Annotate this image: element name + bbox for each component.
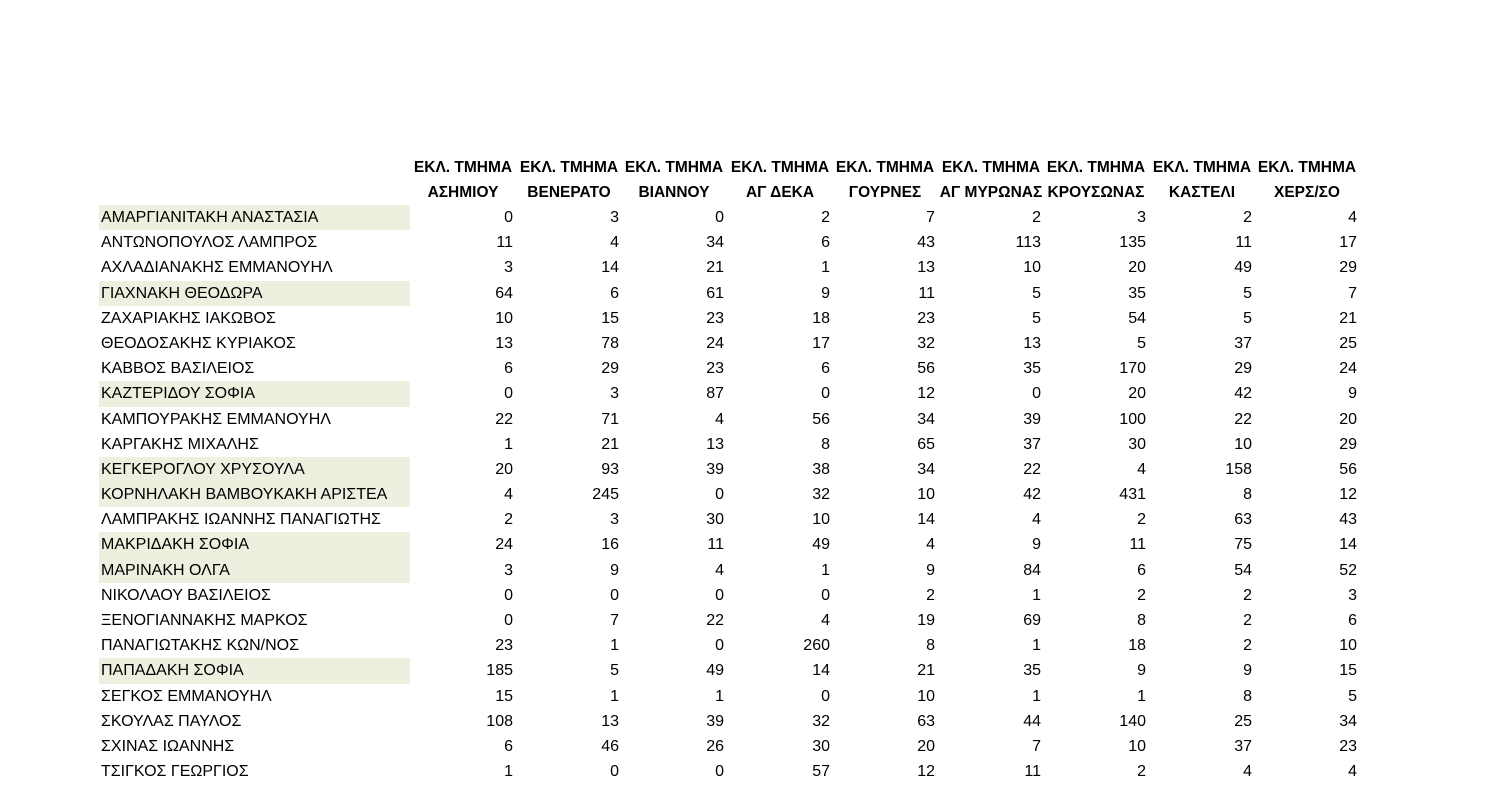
vote-count: 20 bbox=[1128, 385, 1146, 403]
vote-count: 11 bbox=[918, 284, 935, 302]
vote-count: 17 bbox=[1339, 234, 1357, 252]
vote-count: 17 bbox=[812, 334, 830, 352]
vote-count: 6 bbox=[1348, 612, 1357, 629]
candidate-name: ΠΑΝΑΓΙΩΤΑΚΗΣ ΚΩΝ/ΝΟΣ bbox=[101, 637, 300, 655]
vote-count: 22 bbox=[706, 612, 724, 629]
vote-count: 24 bbox=[1339, 360, 1357, 378]
vote-count: 21 bbox=[1339, 309, 1357, 327]
vote-count: 4 bbox=[1137, 460, 1146, 478]
candidate-name: ΛΑΜΠΡΑΚΗΣ ΙΩΑΝΝΗΣ ΠΑΝΑΓΙΩΤΗΣ bbox=[101, 511, 381, 529]
vote-count: 9 bbox=[1032, 536, 1041, 554]
vote-count: 64 bbox=[495, 284, 513, 302]
vote-count: 1 bbox=[821, 259, 830, 277]
vote-count: 37 bbox=[1234, 334, 1252, 352]
vote-count: 100 bbox=[1119, 410, 1146, 428]
vote-count: 9 bbox=[1243, 662, 1252, 680]
vote-count: 1 bbox=[1032, 637, 1041, 655]
vote-count: 4 bbox=[610, 234, 619, 252]
candidate-name: ΣΧΙΝΑΣ ΙΩΑΝΝΗΣ bbox=[101, 737, 235, 755]
vote-count: 10 bbox=[1128, 737, 1146, 755]
vote-count: 49 bbox=[706, 662, 724, 680]
candidate-name: ΠΑΠΑΔΑΚΗ ΣΟΦΙΑ bbox=[99, 658, 410, 683]
column-header-prefix: ΕΚΛ. ΤΜΗΜΑ bbox=[835, 159, 935, 176]
vote-count: 15 bbox=[495, 687, 513, 705]
vote-count: 2 bbox=[926, 586, 935, 604]
vote-count: 2 bbox=[1137, 763, 1146, 781]
vote-count: 6 bbox=[504, 360, 513, 378]
column-header: ΓΟΥΡΝΕΣ bbox=[848, 184, 922, 201]
vote-count: 1 bbox=[504, 435, 513, 453]
vote-count: 6 bbox=[821, 234, 830, 252]
vote-count: 11 bbox=[1129, 536, 1146, 554]
vote-count: 13 bbox=[917, 259, 935, 277]
vote-count: 7 bbox=[926, 209, 935, 226]
vote-count: 0 bbox=[610, 763, 619, 781]
vote-count: 2 bbox=[1243, 586, 1252, 604]
vote-count: 260 bbox=[803, 637, 830, 655]
vote-count: 3 bbox=[1137, 209, 1146, 226]
vote-count: 54 bbox=[1128, 309, 1146, 327]
candidate-name: ΚΑΡΓΑΚΗΣ ΜΙΧΑΛΗΣ bbox=[101, 435, 259, 453]
vote-count: 10 bbox=[812, 511, 830, 529]
vote-count: 30 bbox=[706, 511, 724, 529]
column-header: ΧΕΡΣ/ΣΟ bbox=[1274, 184, 1340, 201]
vote-count: 35 bbox=[1023, 662, 1041, 680]
vote-count: 46 bbox=[601, 737, 619, 755]
vote-count: 0 bbox=[610, 586, 619, 604]
vote-count: 52 bbox=[1339, 561, 1357, 579]
vote-count: 6 bbox=[504, 737, 513, 755]
vote-count: 2 bbox=[821, 209, 830, 226]
candidate-name: ΚΟΡΝΗΛΑΚΗ ΒΑΜΒΟΥΚΑΚΗ ΑΡΙΣΤΕΑ bbox=[99, 482, 410, 507]
vote-count: 245 bbox=[592, 486, 619, 504]
vote-count: 2 bbox=[504, 511, 513, 529]
vote-count: 158 bbox=[1225, 460, 1252, 478]
column-header: ΚΑΣΤΕΛΙ bbox=[1168, 184, 1236, 201]
vote-count: 9 bbox=[821, 284, 830, 302]
vote-count: 15 bbox=[601, 309, 619, 327]
candidate-name: ΖΑΧΑΡΙΑΚΗΣ ΙΑΚΩΒΟΣ bbox=[101, 309, 276, 327]
vote-count: 0 bbox=[504, 586, 513, 604]
vote-count: 13 bbox=[601, 712, 619, 730]
vote-count: 4 bbox=[1348, 763, 1357, 781]
vote-count: 43 bbox=[917, 234, 935, 252]
vote-count: 2 bbox=[1137, 511, 1146, 529]
vote-count: 185 bbox=[486, 662, 513, 680]
vote-count: 24 bbox=[706, 334, 724, 352]
vote-count: 7 bbox=[1032, 737, 1041, 755]
vote-count: 16 bbox=[601, 536, 619, 554]
vote-count: 21 bbox=[601, 435, 619, 453]
vote-count: 32 bbox=[917, 334, 935, 352]
vote-count: 4 bbox=[715, 561, 724, 579]
vote-count: 0 bbox=[1032, 385, 1041, 403]
vote-count: 1 bbox=[610, 687, 619, 705]
candidate-name: ΝΙΚΟΛΑΟΥ ΒΑΣΙΛΕΙΟΣ bbox=[101, 586, 271, 604]
vote-count: 20 bbox=[917, 737, 935, 755]
column-header: ΑΓ ΜΥΡΩΝΑΣ bbox=[939, 184, 1043, 201]
vote-count: 5 bbox=[1137, 334, 1146, 352]
vote-count: 49 bbox=[812, 536, 830, 554]
candidate-name: ΚΑΒΒΟΣ ΒΑΣΙΛΕΙΟΣ bbox=[101, 360, 255, 378]
vote-count: 26 bbox=[706, 737, 724, 755]
candidate-name: ΚΑΜΠΟΥΡΑΚΗΣ ΕΜΜΑΝΟΥΗΛ bbox=[101, 410, 331, 428]
vote-count: 57 bbox=[812, 763, 830, 781]
vote-count: 65 bbox=[917, 435, 935, 453]
vote-count: 4 bbox=[1243, 763, 1252, 781]
column-header: ΑΓ ΔΕΚΑ bbox=[745, 184, 815, 201]
column-header: ΒΙΑΝΝΟΥ bbox=[638, 184, 710, 201]
vote-count: 14 bbox=[812, 662, 830, 680]
vote-count: 30 bbox=[812, 737, 830, 755]
vote-count: 0 bbox=[504, 209, 513, 226]
vote-count: 135 bbox=[1119, 234, 1146, 252]
vote-count: 4 bbox=[1032, 511, 1041, 529]
candidate-name: ΜΑΡΙΝΑΚΗ ΟΛΓΑ bbox=[99, 558, 410, 583]
vote-count: 7 bbox=[610, 612, 619, 629]
vote-count: 25 bbox=[1234, 712, 1252, 730]
column-header: ΒΕΝΕΡΑΤΟ bbox=[527, 184, 611, 201]
vote-count: 39 bbox=[706, 460, 724, 478]
vote-count: 4 bbox=[926, 536, 935, 554]
vote-count: 56 bbox=[812, 410, 830, 428]
candidate-name: ΑΧΛΑΔΙΑΝΑΚΗΣ ΕΜΜΑΝΟΥΗΛ bbox=[101, 259, 333, 277]
vote-count: 0 bbox=[715, 486, 724, 504]
vote-count: 8 bbox=[1137, 612, 1146, 629]
vote-count: 12 bbox=[1339, 486, 1357, 504]
vote-count: 0 bbox=[821, 687, 830, 705]
vote-count: 39 bbox=[706, 712, 724, 730]
vote-count: 43 bbox=[1339, 511, 1357, 529]
vote-count: 49 bbox=[1234, 259, 1252, 277]
vote-count: 37 bbox=[1234, 737, 1252, 755]
vote-count: 22 bbox=[1234, 410, 1252, 428]
vote-count: 4 bbox=[821, 612, 830, 629]
vote-count: 4 bbox=[715, 410, 724, 428]
vote-count: 0 bbox=[715, 209, 724, 226]
vote-count: 42 bbox=[1023, 486, 1041, 504]
vote-count: 34 bbox=[1339, 712, 1357, 730]
vote-count: 3 bbox=[1348, 586, 1357, 604]
column-header-prefix: ΕΚΛ. ΤΜΗΜΑ bbox=[941, 159, 1041, 176]
vote-count: 20 bbox=[1128, 259, 1146, 277]
vote-count: 2 bbox=[1243, 637, 1252, 655]
candidate-name: ΜΑΚΡΙΔΑΚΗ ΣΟΦΙΑ bbox=[99, 532, 410, 557]
vote-count: 10 bbox=[1339, 637, 1357, 655]
vote-count: 21 bbox=[706, 259, 724, 277]
vote-count: 431 bbox=[1119, 486, 1146, 504]
vote-count: 0 bbox=[715, 763, 724, 781]
vote-count: 10 bbox=[1234, 435, 1252, 453]
vote-count: 9 bbox=[1137, 662, 1146, 680]
vote-count: 14 bbox=[601, 259, 619, 277]
vote-count: 0 bbox=[504, 385, 513, 403]
vote-count: 39 bbox=[1023, 410, 1041, 428]
vote-count: 2 bbox=[1032, 209, 1041, 226]
column-header-prefix: ΕΚΛ. ΤΜΗΜΑ bbox=[624, 159, 724, 176]
vote-count: 140 bbox=[1119, 712, 1146, 730]
vote-count: 6 bbox=[1137, 561, 1146, 579]
vote-count: 5 bbox=[1243, 309, 1252, 327]
vote-count: 1 bbox=[504, 763, 513, 781]
vote-count: 63 bbox=[1234, 511, 1252, 529]
vote-count: 30 bbox=[1128, 435, 1146, 453]
vote-count: 56 bbox=[917, 360, 935, 378]
column-header-prefix: ΕΚΛ. ΤΜΗΜΑ bbox=[730, 159, 830, 176]
vote-count: 9 bbox=[1348, 385, 1357, 403]
vote-count: 29 bbox=[601, 360, 619, 378]
vote-count: 10 bbox=[917, 486, 935, 504]
vote-count: 108 bbox=[486, 712, 513, 730]
vote-count: 1 bbox=[610, 637, 619, 655]
vote-count: 3 bbox=[504, 259, 513, 277]
vote-count: 54 bbox=[1234, 561, 1252, 579]
vote-count: 5 bbox=[610, 662, 619, 680]
vote-count: 23 bbox=[917, 309, 935, 327]
vote-count: 22 bbox=[1023, 460, 1041, 478]
vote-count: 9 bbox=[926, 561, 935, 579]
column-header-prefix: ΕΚΛ. ΤΜΗΜΑ bbox=[1257, 159, 1357, 176]
vote-count: 63 bbox=[917, 712, 935, 730]
vote-count: 44 bbox=[1023, 712, 1041, 730]
vote-count: 2 bbox=[1137, 586, 1146, 604]
candidate-name: ΘΕΟΔΟΣΑΚΗΣ ΚΥΡΙΑΚΟΣ bbox=[101, 334, 296, 352]
vote-count: 9 bbox=[610, 561, 619, 579]
vote-count: 21 bbox=[917, 662, 935, 680]
vote-count: 13 bbox=[706, 435, 724, 453]
vote-count: 6 bbox=[821, 360, 830, 378]
vote-count: 5 bbox=[1032, 284, 1041, 302]
candidate-name: ΚΕΓΚΕΡΟΓΛΟΥ ΧΡΥΣΟΥΛΑ bbox=[99, 457, 410, 482]
vote-count: 29 bbox=[1339, 259, 1357, 277]
column-header-prefix: ΕΚΛ. ΤΜΗΜΑ bbox=[519, 159, 619, 176]
vote-count: 5 bbox=[1243, 284, 1252, 302]
vote-count: 35 bbox=[1128, 284, 1146, 302]
vote-count: 20 bbox=[1339, 410, 1357, 428]
vote-count: 1 bbox=[1032, 586, 1041, 604]
column-header: ΑΣΗΜΙΟΥ bbox=[427, 184, 499, 201]
vote-count: 93 bbox=[601, 460, 619, 478]
vote-count: 78 bbox=[601, 334, 619, 352]
column-header: ΚΡΟΥΣΩΝΑΣ bbox=[1047, 184, 1145, 201]
vote-count: 75 bbox=[1234, 536, 1252, 554]
vote-count: 14 bbox=[1339, 536, 1357, 554]
vote-count: 13 bbox=[495, 334, 513, 352]
vote-count: 18 bbox=[1128, 637, 1146, 655]
vote-count: 0 bbox=[821, 586, 830, 604]
vote-count: 61 bbox=[706, 284, 724, 302]
vote-count: 87 bbox=[706, 385, 724, 403]
vote-count: 20 bbox=[495, 460, 513, 478]
candidate-name: ΑΜΑΡΓΙΑΝΙΤΑΚΗ ΑΝΑΣΤΑΣΙΑ bbox=[99, 205, 410, 230]
vote-count: 6 bbox=[610, 284, 619, 302]
candidate-name: ΚΑΖΤΕΡΙΔΟΥ ΣΟΦΙΑ bbox=[99, 381, 410, 406]
vote-count: 8 bbox=[1243, 687, 1252, 705]
vote-count: 2 bbox=[1243, 209, 1252, 226]
candidate-name: ΣΕΓΚΟΣ ΕΜΜΑΝΟΥΗΛ bbox=[101, 687, 272, 705]
vote-count: 23 bbox=[706, 360, 724, 378]
vote-count: 34 bbox=[706, 234, 724, 252]
candidate-name: ΓΙΑΧΝΑΚΗ ΘΕΟΔΩΡΑ bbox=[99, 281, 410, 306]
vote-count: 22 bbox=[495, 410, 513, 428]
vote-count: 56 bbox=[1339, 460, 1357, 478]
vote-count: 15 bbox=[1339, 662, 1357, 680]
vote-count: 8 bbox=[926, 637, 935, 655]
candidate-name: ΞΕΝΟΓΙΑΝΝΑΚΗΣ ΜΑΡΚΟΣ bbox=[101, 612, 308, 629]
vote-count: 3 bbox=[610, 385, 619, 403]
vote-count: 84 bbox=[1023, 561, 1041, 579]
vote-count: 69 bbox=[1023, 612, 1041, 629]
vote-count: 29 bbox=[1339, 435, 1357, 453]
vote-count: 1 bbox=[715, 687, 724, 705]
vote-count: 4 bbox=[504, 486, 513, 504]
candidate-name: ΑΝΤΩΝΟΠΟΥΛΟΣ ΛΑΜΠΡΟΣ bbox=[101, 234, 318, 252]
column-header-prefix: ΕΚΛ. ΤΜΗΜΑ bbox=[1046, 159, 1146, 176]
vote-count: 10 bbox=[495, 309, 513, 327]
vote-count: 11 bbox=[496, 234, 513, 252]
vote-count: 5 bbox=[1032, 309, 1041, 327]
candidate-name: ΣΚΟΥΛΑΣ ΠΑΥΛΟΣ bbox=[101, 712, 242, 730]
vote-count: 7 bbox=[1348, 284, 1357, 302]
vote-count: 4 bbox=[1348, 209, 1357, 226]
vote-count: 14 bbox=[917, 511, 935, 529]
vote-count: 3 bbox=[610, 209, 619, 226]
vote-count: 0 bbox=[715, 637, 724, 655]
vote-count: 170 bbox=[1119, 360, 1146, 378]
vote-count: 12 bbox=[917, 763, 935, 781]
vote-count: 23 bbox=[706, 309, 724, 327]
vote-count: 1 bbox=[1137, 687, 1146, 705]
vote-count: 3 bbox=[610, 511, 619, 529]
vote-count: 42 bbox=[1234, 385, 1252, 403]
vote-count: 11 bbox=[1235, 234, 1252, 252]
vote-count: 19 bbox=[917, 612, 935, 629]
vote-count: 23 bbox=[1339, 737, 1357, 755]
vote-count: 8 bbox=[1243, 486, 1252, 504]
vote-count: 0 bbox=[715, 586, 724, 604]
candidate-name: ΤΣΙΓΚΟΣ ΓΕΩΡΓΙΟΣ bbox=[101, 763, 249, 781]
vote-count: 0 bbox=[821, 385, 830, 403]
vote-count: 113 bbox=[1015, 234, 1041, 252]
vote-count: 11 bbox=[1024, 763, 1041, 781]
column-header-prefix: ΕΚΛ. ΤΜΗΜΑ bbox=[413, 159, 513, 176]
vote-count: 25 bbox=[1339, 334, 1357, 352]
vote-count: 5 bbox=[1348, 687, 1357, 705]
vote-count: 29 bbox=[1234, 360, 1252, 378]
vote-count: 8 bbox=[821, 435, 830, 453]
vote-count: 13 bbox=[1023, 334, 1041, 352]
vote-count: 10 bbox=[1023, 259, 1041, 277]
vote-count: 24 bbox=[495, 536, 513, 554]
column-header-prefix: ΕΚΛ. ΤΜΗΜΑ bbox=[1152, 159, 1252, 176]
vote-count: 1 bbox=[1032, 687, 1041, 705]
vote-count: 71 bbox=[601, 410, 619, 428]
vote-count: 38 bbox=[812, 460, 830, 478]
vote-count: 18 bbox=[812, 309, 830, 327]
vote-count: 1 bbox=[821, 561, 830, 579]
vote-count: 2 bbox=[1243, 612, 1252, 629]
vote-count: 32 bbox=[812, 712, 830, 730]
vote-count: 3 bbox=[504, 561, 513, 579]
vote-count: 35 bbox=[1023, 360, 1041, 378]
vote-count: 34 bbox=[917, 460, 935, 478]
vote-count: 34 bbox=[917, 410, 935, 428]
vote-count: 10 bbox=[917, 687, 935, 705]
vote-count: 0 bbox=[504, 612, 513, 629]
vote-count: 12 bbox=[917, 385, 935, 403]
vote-count: 37 bbox=[1023, 435, 1041, 453]
vote-count: 32 bbox=[812, 486, 830, 504]
vote-count: 23 bbox=[495, 637, 513, 655]
vote-count: 11 bbox=[707, 536, 724, 554]
